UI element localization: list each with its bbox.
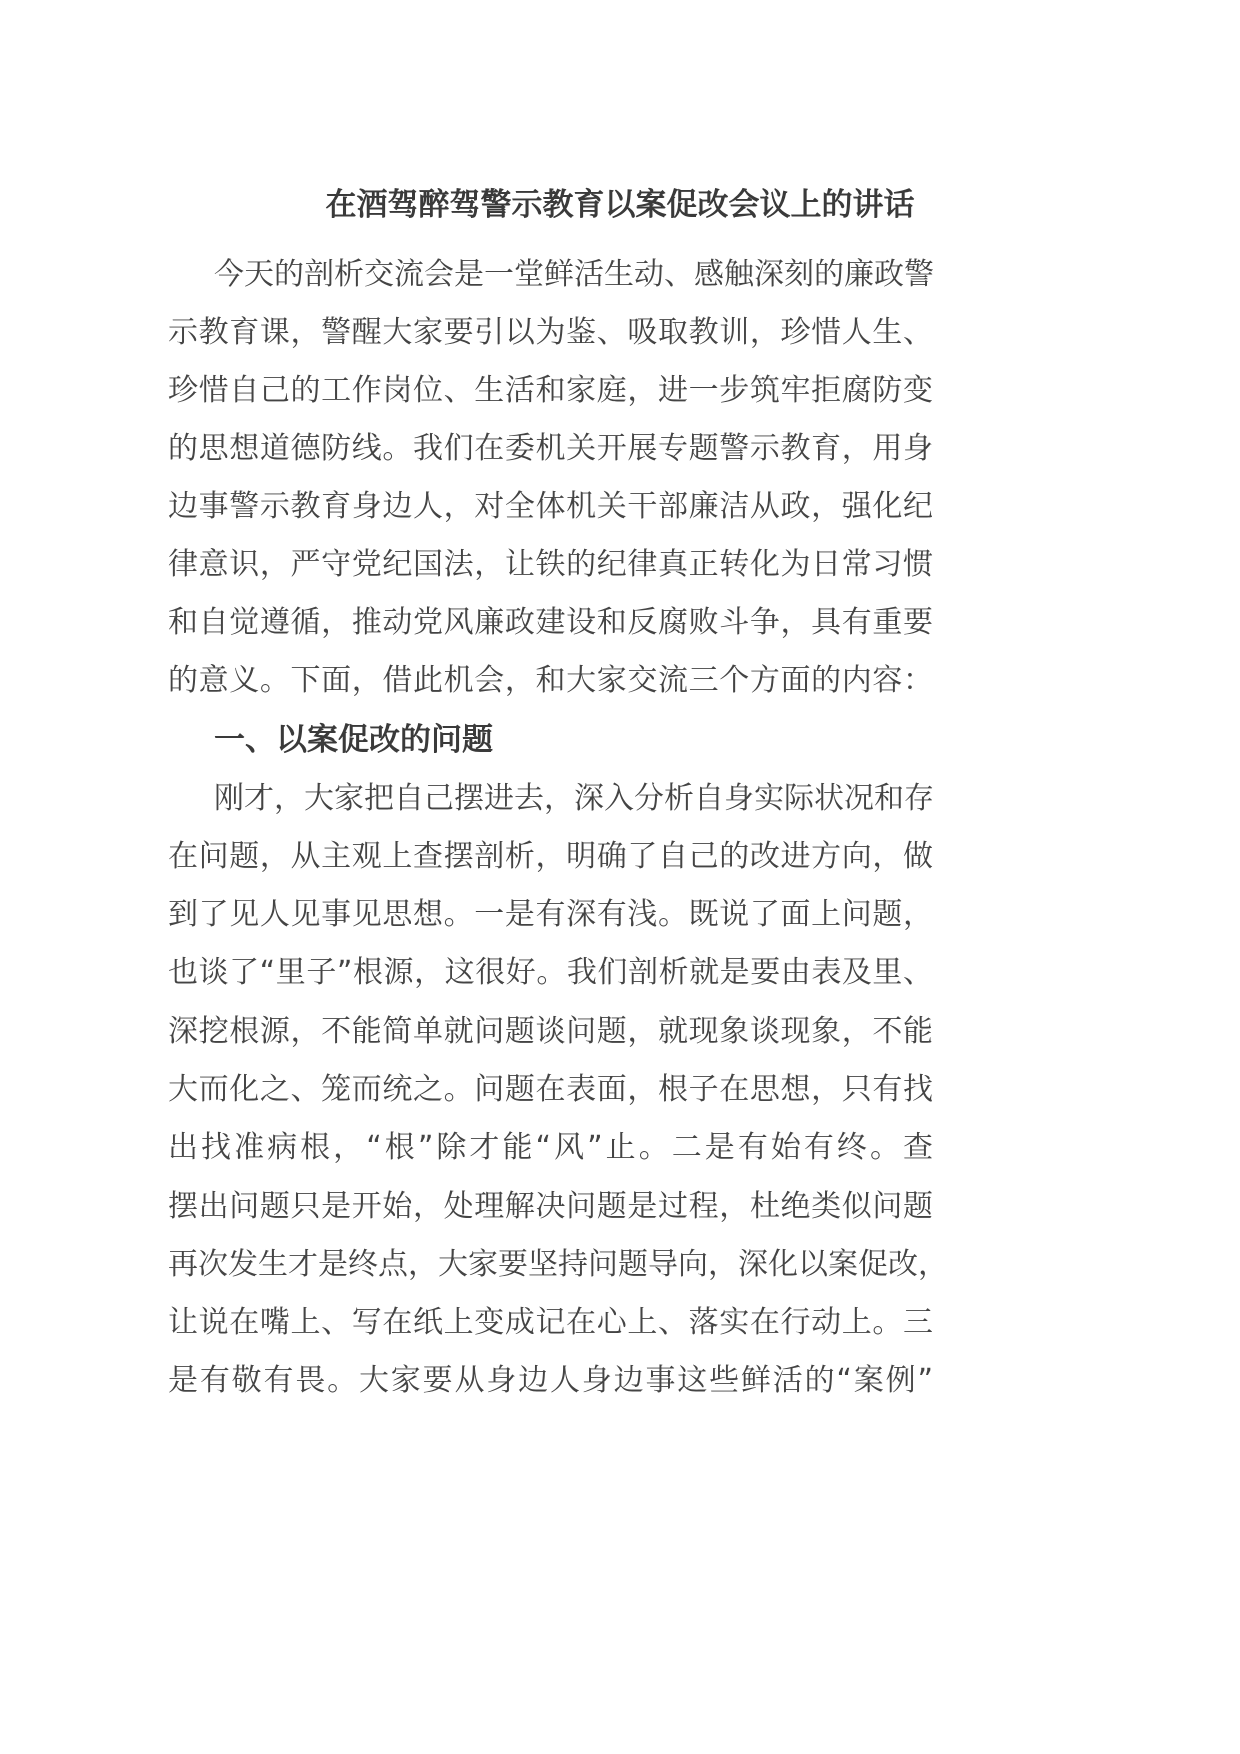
text-line: 边事警示教育身边人，对全体机关干部廉洁从政，强化纪 xyxy=(168,489,933,524)
text-line: 今天的剖析交流会是一堂鲜活生动、感触深刻的廉政警 xyxy=(214,257,934,292)
text-line: 示教育课，警醒大家要引以为鉴、吸取教训，珍惜人生、 xyxy=(168,315,933,350)
text-line: 也谈了“里子”根源，这很好。我们剖析就是要由表及里、 xyxy=(168,955,933,990)
text-line: 到了见人见事见思想。一是有深有浅。既说了面上问题， xyxy=(168,897,933,932)
section-heading: 一、以案促改的问题 xyxy=(214,722,493,758)
text-line: 出找准病根，“根”除才能“风”止。二是有始有终。查 xyxy=(168,1130,933,1165)
text-line: 律意识，严守党纪国法，让铁的纪律真正转化为日常习惯 xyxy=(168,547,933,582)
text-line: 和自觉遵循，推动党风廉政建设和反腐败斗争，具有重要 xyxy=(168,605,933,640)
text-line: 再次发生才是终点，大家要坚持问题导向，深化以案促改， xyxy=(168,1247,948,1282)
text-line: 的思想道德防线。我们在委机关开展专题警示教育，用身 xyxy=(168,431,933,466)
text-line: 是有敬有畏。大家要从身边人身边事这些鲜活的“案例” xyxy=(168,1363,933,1398)
text-line: 珍惜自己的工作岗位、生活和家庭，进一步筑牢拒腐防变 xyxy=(168,373,933,408)
text-line: 深挖根源，不能简单就问题谈问题，就现象谈现象，不能 xyxy=(168,1014,933,1049)
text-line: 摆出问题只是开始，处理解决问题是过程，杜绝类似问题 xyxy=(168,1189,933,1224)
text-line: 让说在嘴上、写在纸上变成记在心上、落实在行动上。三 xyxy=(168,1305,933,1340)
text-line: 的意义。下面，借此机会，和大家交流三个方面的内容： xyxy=(168,663,933,698)
text-line: 在问题，从主观上查摆剖析，明确了自己的改进方向，做 xyxy=(168,839,933,874)
document-title: 在酒驾醉驾警示教育以案促改会议上的讲话 xyxy=(325,187,915,223)
text-line: 大而化之、笼而统之。问题在表面，根子在思想，只有找 xyxy=(168,1072,933,1107)
text-line: 刚才，大家把自己摆进去，深入分析自身实际状况和存 xyxy=(214,781,934,816)
